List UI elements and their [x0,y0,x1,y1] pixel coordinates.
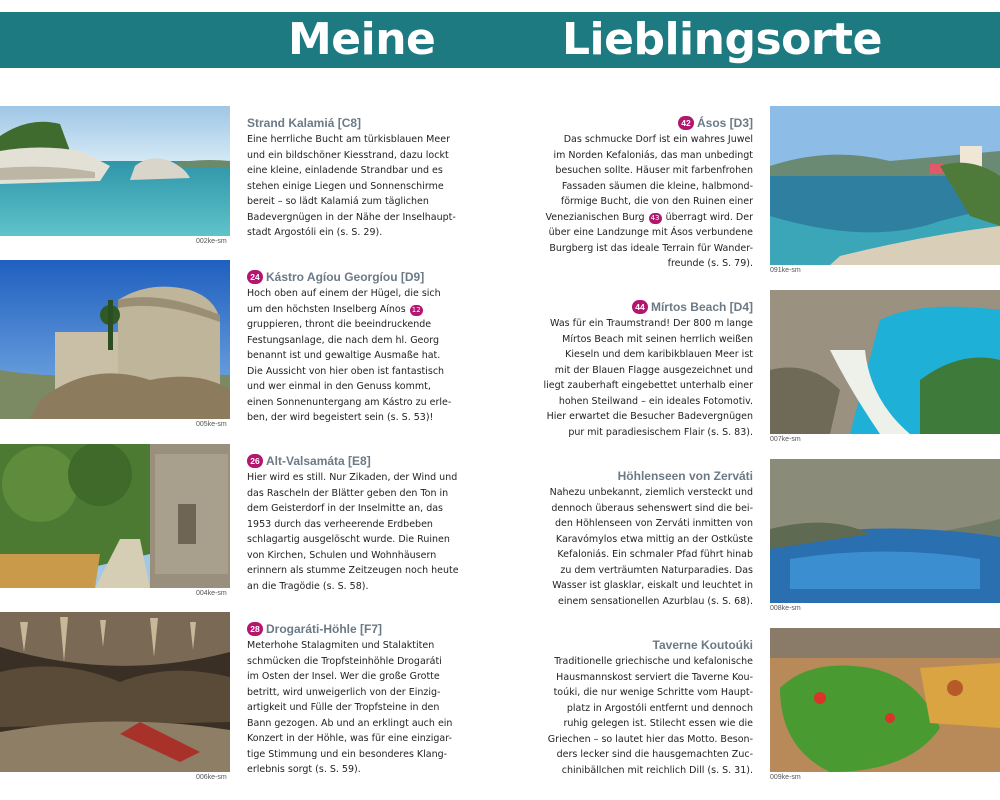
entry-text-line: Traditionelle griechische und kefalonische [554,656,753,667]
entry-text-line: Hoch oben auf einem der Hügel, die sich [247,288,441,299]
entry-text-line: Bann gezogen. Ab und an erklingt auch ein [247,717,453,729]
entry-number-badge: 24 [247,270,263,284]
photo-mirtos-beach [770,290,1000,434]
entry-text-line: Meterhohe Stalagmiten und Stalaktiten [247,640,435,651]
entry-text-line: Das schmucke Dorf ist ein wahres Juwel [563,134,753,145]
entry-text-line: eine kleine, einladende Strandbar und es [247,165,443,176]
photo-alt-valsamata [0,444,230,588]
photo-drogarati-hoehle [0,612,230,772]
entry-title: 42 Ásos [D3] [543,116,753,131]
entry-text-line: benannt ist und gewaltige Ausmaße hat. [247,350,441,361]
entry-text-line: Wasser ist glasklar, eiskalt und leuchtet in [552,580,753,591]
entry-text-line: dem Geisterdorf in der Inselmitte an, das [247,503,443,514]
entry-text-line: artigkeit und Fülle der Tropfsteine in den [247,702,440,713]
entry-text-line: pur mit paradiesischem Flair (s. S. 83). [568,426,753,438]
entry-drogarati-hoehle [247,622,457,778]
entry-text [247,470,457,594]
photo-code: 008ke-sm [770,605,801,612]
entry-title: Taverne Koutoúki [652,638,753,652]
entry-hoehlenseen-zervati [543,469,753,609]
entry-text-line: Hausmannskost serviert die Taverne Kou- [556,671,753,683]
entry-text-line: stehen einige Liegen und Sonnenschirme [247,180,444,192]
entry-title: Höhlenseen von Zerváti [617,469,753,483]
entry-text-line: chinibällchen mit reichlich Dill (s. S. 31). [561,764,753,776]
entry-text [247,132,457,241]
entry-text-line: und wer einmal in den Genuss kommt, [247,381,431,392]
entry-text-line: von Kirchen, Schulen und Wohnhäusern [247,549,437,561]
entry-text-line: 1953 durch das verheerende Erdbeben [247,518,433,530]
entry-text-line: und ein bildschöner Kiesstrand, dazu lockt [247,149,449,161]
entry-text-line: Hier erwartet die Besucher Badevergnügen [546,411,753,422]
entry-text-line: über eine Landzunge mit Ásos verbundene [548,227,753,238]
entry-text-line: schmücken die Tropfsteinhöhle Drogaráti [247,655,442,667]
photo-kastro-agiou-georgiou [0,260,230,419]
entry-text-line: Burgberg ist das ideale Terrain für Wander- [549,242,753,254]
entry-text-line: Badevergnügen in der Nähe der Inselhaupt- [247,211,456,223]
entry-number-badge: 28 [247,622,263,636]
photo-strand-kalamia [0,106,230,236]
entry-text-line: förmige Bucht, die von den Ruinen einer [560,196,753,207]
photo-code: 002ke-sm [196,238,227,245]
photo-code: 006ke-sm [196,774,227,781]
entry-text-line: tige Stimmung und ein besonderes Klang- [247,748,448,760]
entry-text [543,316,753,440]
entry-text-line: besuchen sollte. Häuser mit farbenfrohen [555,165,753,176]
page-title-word-1: Meine [288,14,436,65]
photo-code: 007ke-sm [770,436,801,443]
entry-text-line: Karavómylos etwa mittig an der Ostküste [555,533,753,545]
entry-text-line: im Osten der Insel. Wer die große Grotte [247,671,440,682]
entry-text-line: Kieseln und dem karibikblauen Meer ist [565,349,753,360]
entry-text [543,654,753,778]
entry-text-line: Venezianischen Burg 43 überragt wird. Der [545,211,753,223]
entry-text-line: stadt Argostóli ein (s. S. 29). [247,227,383,238]
entry-text [543,485,753,609]
entry-text [543,132,753,272]
entry-text-line: Eine herrliche Bucht am türkisblauen Meer [247,134,450,145]
photo-code: 005ke-sm [196,421,227,428]
entry-text-line: erinnern als stumme Zeitzeugen noch heute [247,565,459,576]
entry-text-line: das Rascheln der Blätter geben den Ton in [247,487,449,499]
entry-text-line: toúki, die nur wenige Schritte vom Haupt- [553,687,753,698]
entry-text-line: Griechen – so lautet hier das Motto. Beson- [547,733,753,745]
entry-text-line: betritt, wird unweigerlich von der Einzig- [247,686,441,698]
entry-text-line: Fassaden säumen die kleine, halbmond- [561,180,753,192]
entry-text-line: Kefaloniás. Ein schmaler Pfad führt hinab [557,549,753,560]
entry-text-line: Mírtos Beach mit seinen herrlich weißen [562,333,753,345]
entry-strand-kalamia [247,116,457,241]
entry-text-line: hohen Steilwand – ein ideales Fotomotiv. [558,395,753,407]
entry-number-badge: 26 [247,454,263,468]
entry-alt-valsamata [247,454,457,594]
reference-number-badge: 12 [410,305,423,316]
entry-title: 26 Alt-Valsamáta [E8] [247,454,457,469]
entry-text-line: platz in Argostóli entfernt und dennoch [566,702,753,714]
entry-title: 28 Drogaráti-Höhle [F7] [247,622,457,637]
entry-title: 24 Kástro Agíou Georgíou [D9] [247,270,457,285]
entry-text-line: erlebnis sorgt (s. S. 59). [247,764,361,775]
entry-text-line: bereit – so lädt Kalamiá zum täglichen [247,196,429,207]
entry-text-line: gruppieren, thront die beeindruckende [247,319,432,330]
photo-asos [770,106,1000,265]
photo-code: 009ke-sm [770,774,801,781]
entry-text-line: ders lecker sind die hausgemachten Zuc- [556,749,753,760]
entry-number-badge: 42 [678,116,694,130]
entry-text-line: den Höhlenseen von Zerváti inmitten von [555,518,753,529]
entry-title: 44 Mírtos Beach [D4] [543,300,753,315]
entry-text-line: zu dem verträumten Naturparadies. Das [560,564,753,576]
entry-text-line: einem sensationellen Azurblau (s. S. 68). [558,595,753,607]
entry-text-line: einen Sonnenuntergang am Kástro zu erle- [247,396,452,408]
entry-text-line: Hier wird es still. Nur Zikaden, der Wind und [247,472,458,483]
photo-code: 091ke-sm [770,267,801,274]
entry-text-line: ben, der wird begeistert sein (s. S. 53)! [247,412,434,423]
entry-text-line: freunde (s. S. 79). [667,258,753,269]
header-banner [0,12,1000,68]
entry-title: Strand Kalamiá [C8] [247,116,362,130]
photo-taverne-koutouki [770,628,1000,772]
entry-text [247,638,457,778]
entry-text-line: mit der Blauen Flagge ausgezeichnet und [554,364,753,376]
entry-text-line: liegt zauberhaft eingebettet unterhalb einer [543,380,753,391]
entry-taverne-koutouki [543,638,753,778]
entry-kastro-agiou-georgiou [247,270,457,426]
entry-text-line: Festungsanlage, die nach dem hl. Georg [247,334,439,346]
entry-text-line: an die Tragödie (s. S. 58). [247,580,369,592]
entry-mirtos-beach [543,300,753,440]
entry-text-line: im Norden Kefaloniás, das man unbedingt [553,149,753,161]
entry-number-badge: 44 [632,300,648,314]
entry-text-line: schlagartig ausgelöscht wurde. Die Ruinen [247,534,450,545]
entry-text-line: Was für ein Traumstrand! Der 800 m lange [550,318,753,329]
entry-text-line: Konzert in der Höhle, was für eine einzigar- [247,733,452,744]
entry-text-line: dennoch überaus sehenswert sind die bei- [551,502,753,514]
entry-asos [543,116,753,272]
entry-text [247,286,457,426]
page-title-word-2: Lieblingsorte [562,14,882,65]
reference-number-badge: 43 [649,213,662,224]
entry-text-line: Die Aussicht von hier oben ist fantastisch [247,365,445,377]
entry-text-line: Nahezu unbekannt, ziemlich versteckt und [549,487,753,498]
photo-hoehlenseen-zervati [770,459,1000,603]
entry-text-line: um den höchsten Inselberg Aínos 12 [247,302,457,318]
photo-code: 004ke-sm [196,590,227,597]
entry-text-line: ruhig gelegen ist. Stilecht essen wie die [563,718,753,729]
